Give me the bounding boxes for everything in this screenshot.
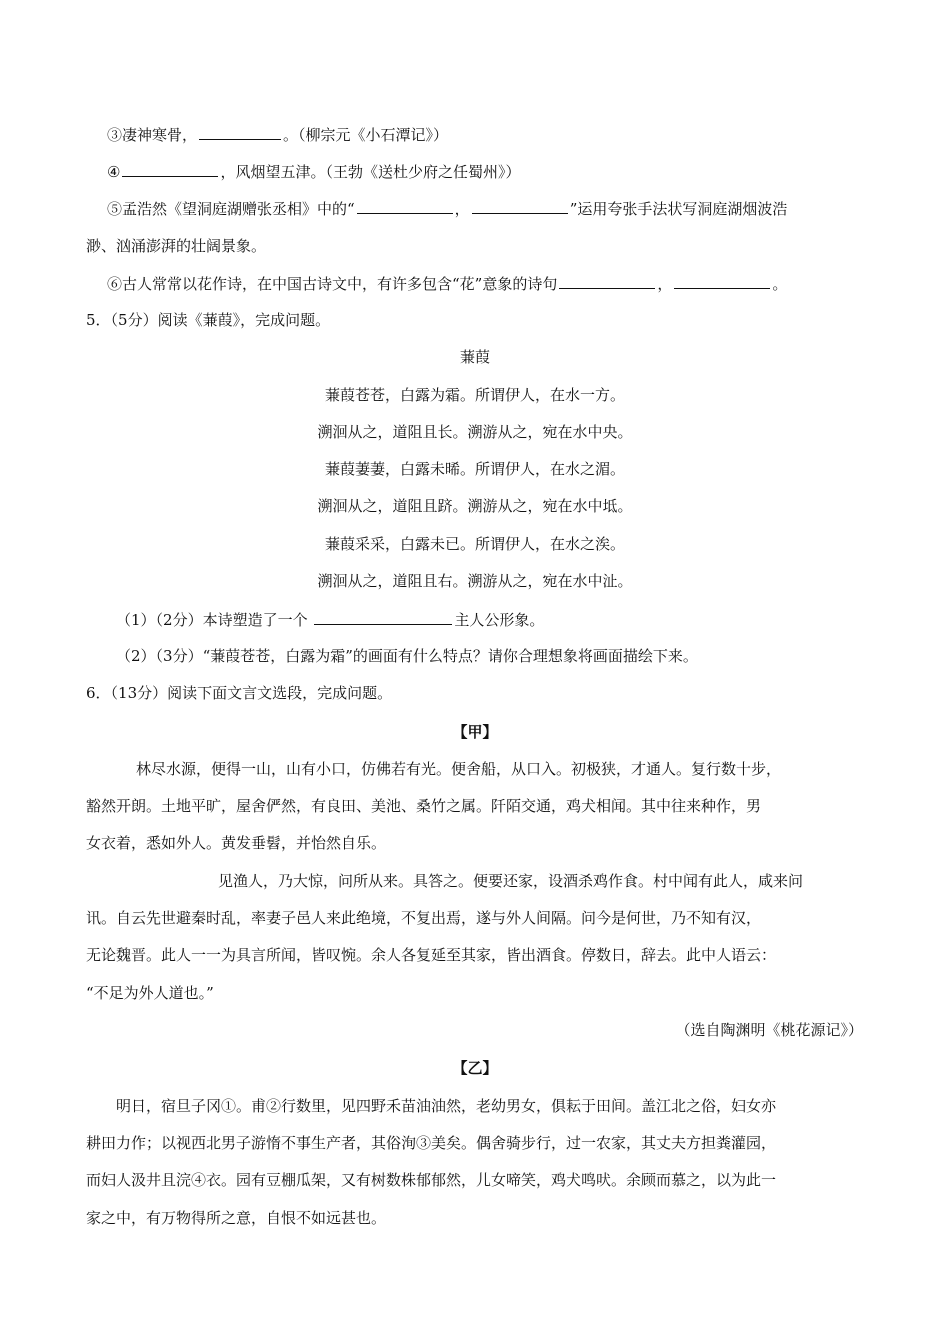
passage-line: 豁然开朗。土地平旷，屋舍俨然，有良田、美池、桑竹之属。阡陌交通，鸡犬相闻。其中往来种作，男	[86, 797, 762, 815]
passage-line: 无论魏晋。此人一一为具言所闻，皆叹惋。余人各复延至其家，皆出酒食。停数日，辞去。此中人语云：	[86, 946, 777, 964]
fill-item-3-suffix: 。（柳宗元《小石潭记》）	[283, 126, 449, 144]
passage-line: 耕田力作；以视西北男子游惰不事生产者，其俗洵③美矣。偶舍骑步行，过一农家，其丈夫方担粪灌园，	[86, 1134, 777, 1152]
passage-line: 明日，宿旦子冈①。甫②行数里，见四野禾苗油油然，老幼男女，俱耘于田间。盖江北之俗，妇女亦	[116, 1097, 777, 1115]
passage-jia-title: 【甲】	[452, 723, 498, 741]
poem-line: 溯洄从之，道阻且跻。溯游从之，宛在水中坻。	[317, 497, 633, 515]
question-5-sub-2: （2）（3分）“蒹葭苍苍，白露为霜”的画面有什么特点？请你合理想象将画面描绘下来。	[116, 647, 698, 665]
fill-item-4-prefix: ④	[107, 163, 121, 181]
passage-line: 林尽水源，便得一山，山有小口，仿佛若有光。便舍船，从口入。初极狭，才通人。复行数十步，	[136, 760, 782, 778]
answer-blank[interactable]	[122, 161, 218, 177]
question-6-header: 6．（13分）阅读下面文言文选段，完成问题。	[86, 684, 393, 702]
fill-item-6-mid: ，	[657, 275, 673, 293]
sub-1-suffix: 主人公形象。	[454, 611, 545, 629]
fill-item-3-prefix: ③凄神寒骨，	[107, 126, 198, 144]
poem-line: 蒹葭采采，白露未已。所谓伊人，在水之涘。	[324, 535, 625, 553]
fill-item-5-mid: ，	[454, 200, 470, 218]
fill-item-6	[107, 273, 787, 294]
answer-blank[interactable]	[674, 273, 770, 289]
fill-item-5	[107, 198, 787, 219]
fill-item-4-suffix: ，风烟望五津。（王勃《送杜少府之任蜀州》）	[220, 163, 521, 181]
passage-line: 家之中，有万物得所之意，自恨不如远甚也。	[86, 1209, 387, 1227]
fill-item-5-suffix: ”运用夸张手法状写洞庭湖烟波浩	[569, 200, 788, 218]
fill-item-3	[107, 124, 448, 145]
poem-line: 蒹葭萋萋，白露未晞。所谓伊人，在水之湄。	[324, 460, 625, 478]
passage-line: 讯。自云先世避秦时乱，率妻子邑人来此绝境，不复出焉，遂与外人间隔。问今是何世，乃不知有汉，	[86, 909, 762, 927]
answer-blank[interactable]	[199, 124, 281, 140]
question-5-header: 5．（5分）阅读《蒹葭》，完成问题。	[86, 311, 331, 329]
passage-line: 见渔人，乃大惊，问所从来。具答之。便要还家，设酒杀鸡作食。村中闻有此人，咸来问	[218, 872, 804, 890]
poem-line: 溯洄从之，道阻且右。溯游从之，宛在水中沚。	[317, 572, 633, 590]
answer-blank[interactable]	[314, 609, 452, 625]
answer-blank[interactable]	[472, 198, 568, 214]
sub-1-prefix: （1）（2分）本诗塑造了一个	[116, 611, 313, 629]
fill-item-5-prefix: ⑤孟浩然《望洞庭湖赠张丞相》中的“	[107, 200, 355, 218]
fill-item-4	[107, 161, 520, 182]
passage-line: 女衣着，悉如外人。黄发垂髫，并怡然自乐。	[86, 834, 387, 852]
fill-item-5-line2: 渺、汹涌澎湃的壮阔景象。	[86, 237, 267, 255]
answer-blank[interactable]	[559, 273, 655, 289]
passage-line: 而妇人汲井且浣④衣。园有豆棚瓜架，又有树数株郁郁然，儿女啼笑，鸡犬鸣吠。余顾而慕之，以为此一	[86, 1171, 777, 1189]
fill-item-6-prefix: ⑥古人常常以花作诗，在中国古诗文中，有许多包含“花”意象的诗句	[107, 275, 558, 293]
poem-line: 蒹葭苍苍，白露为霜。所谓伊人，在水一方。	[324, 386, 625, 404]
poem-line: 溯洄从之，道阻且长。溯游从之，宛在水中央。	[317, 423, 633, 441]
fill-item-6-suffix: 。	[772, 275, 788, 293]
answer-blank[interactable]	[357, 198, 453, 214]
passage-source: （选自陶渊明《桃花源记》）	[675, 1021, 863, 1039]
question-5-sub-1	[116, 609, 544, 630]
poem-title: 蒹葭	[459, 348, 490, 366]
passage-line: “不足为外人道也。”	[86, 984, 214, 1002]
passage-yi-title: 【乙】	[452, 1059, 498, 1077]
